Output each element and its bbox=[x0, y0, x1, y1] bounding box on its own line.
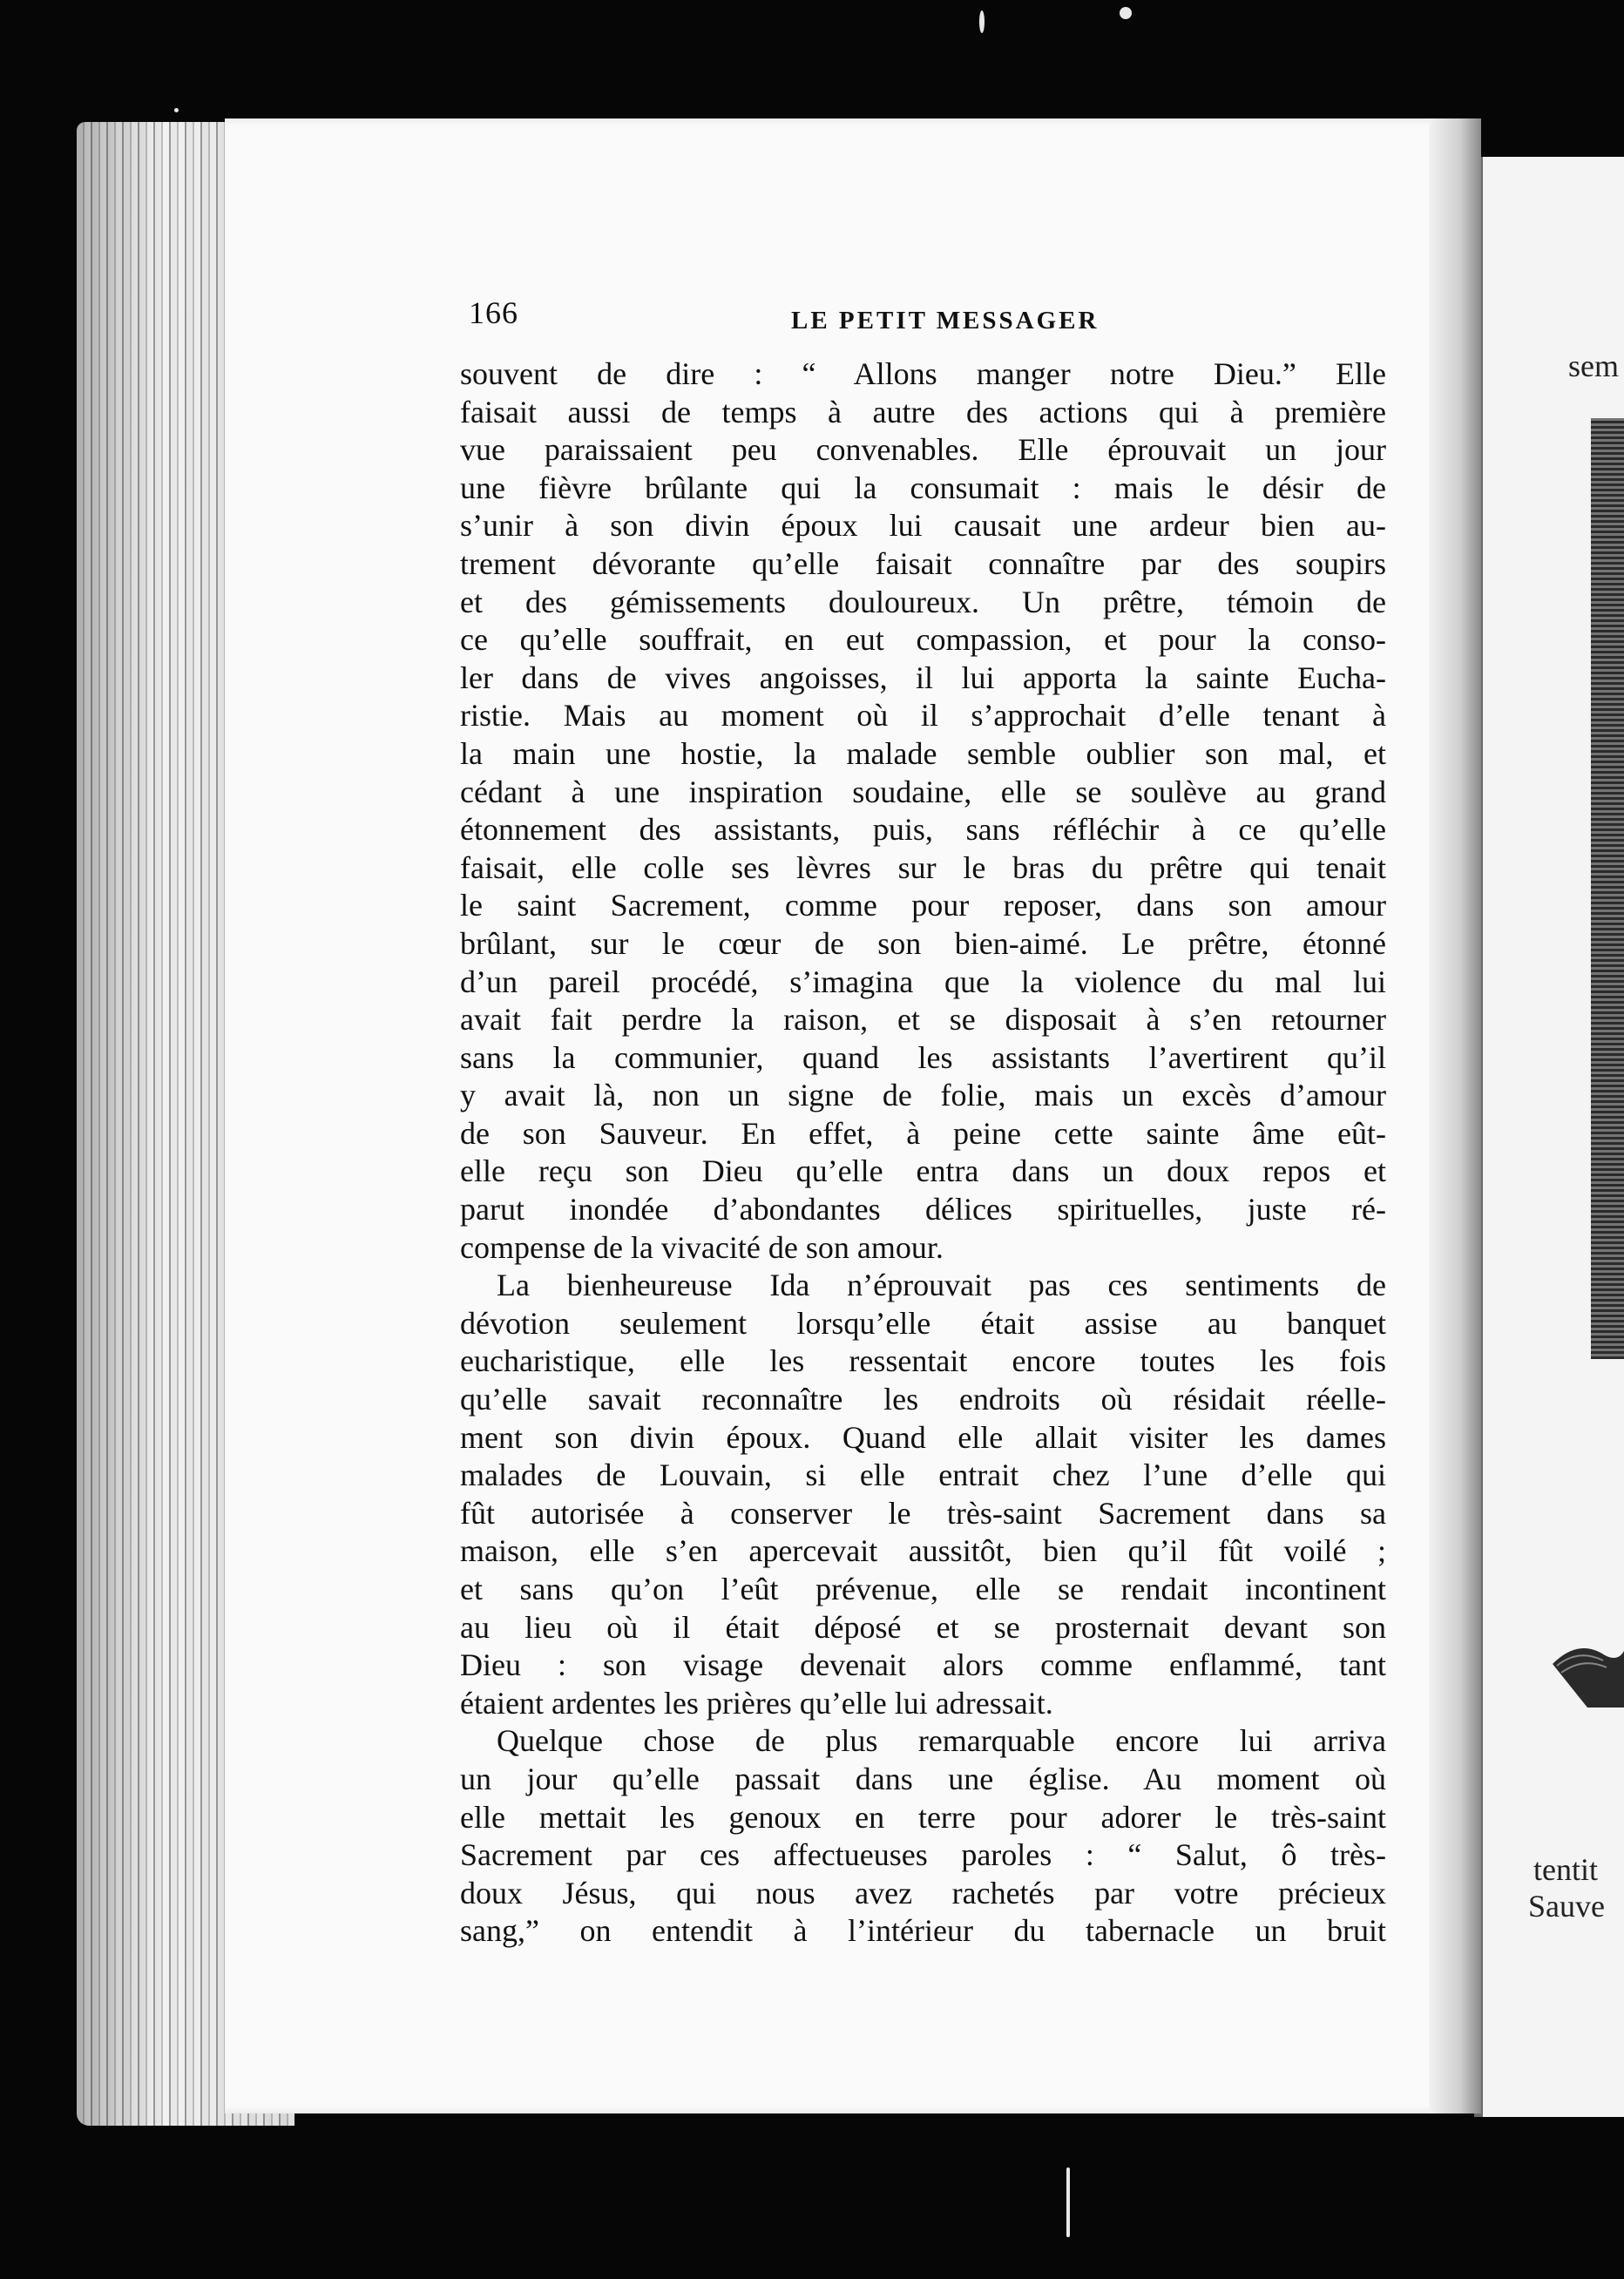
facing-page-engraving bbox=[1591, 418, 1624, 1359]
text-line: vue paraissaient peu convenables. Elle éprouvait un jour bbox=[460, 432, 1386, 468]
dust-speck bbox=[174, 108, 179, 112]
text-line: et sans qu’on l’eût prévenue, elle se rendait incontinent bbox=[460, 1572, 1386, 1606]
text-line: étaient ardentes les prières qu’elle lui adressait. bbox=[460, 1685, 1053, 1721]
text-line: compense de la vivacité de son amour. bbox=[460, 1229, 944, 1265]
text-line: malades de Louvain, si elle entrait chez l’une d’elle qui bbox=[460, 1457, 1386, 1493]
text-line: parut inondée d’abondantes délices spirituelles, juste ré- bbox=[460, 1192, 1386, 1227]
text-line: Quelque chose de plus remarquable encore lui arriva bbox=[497, 1723, 1386, 1759]
running-head: LE PETIT MESSAGER bbox=[791, 307, 1100, 335]
text-line: eucharistique, elle les ressentait encore toutes les fois bbox=[460, 1343, 1386, 1379]
text-line: faisait aussi de temps à autre des actions qui à première bbox=[460, 394, 1386, 429]
text-line: elle reçu son Dieu qu’elle entra dans un doux repos et bbox=[460, 1153, 1386, 1189]
text-line: faisait, elle colle ses lèvres sur le bras du prêtre qui tenait bbox=[460, 849, 1386, 885]
text-line: de son Sauveur. En effet, à peine cette sainte âme eût- bbox=[460, 1115, 1386, 1151]
text-line: ler dans de vives angoisses, il lui apporta la sainte Eucha- bbox=[460, 659, 1386, 695]
facing-page-bottom-text-1: tentit bbox=[1533, 1852, 1598, 1887]
text-line: y avait là, non un signe de folie, mais un excès d’amour bbox=[460, 1078, 1386, 1113]
dust-speck bbox=[979, 10, 985, 33]
facing-page-bottom-text-2: Sauve bbox=[1528, 1889, 1605, 1924]
text-line: fût autorisée à conserver le très-saint Sacrement dans sa bbox=[460, 1495, 1386, 1531]
text-line: ristie. Mais au moment où il s’approchait d’elle tenant à bbox=[460, 698, 1386, 734]
text-line: trement dévorante qu’elle faisait connaître par des soupirs bbox=[460, 545, 1386, 581]
text-line: ment son divin époux. Quand elle allait visiter les dames bbox=[460, 1419, 1386, 1455]
body-text bbox=[460, 355, 1386, 1951]
text-line: avait fait perdre la raison, et se disposait à s’en retourner bbox=[460, 1002, 1386, 1038]
text-line: sans la communier, quand les assistants l’avertirent qu’il bbox=[460, 1039, 1386, 1075]
dust-speck bbox=[1120, 7, 1132, 19]
facing-page-engraving-detail bbox=[1553, 1603, 1624, 1708]
text-line: la main une hostie, la malade semble oublier son mal, et bbox=[460, 735, 1386, 771]
text-line: sang,” on entendit à l’intérieur du tabernacle un bruit bbox=[460, 1913, 1386, 1949]
text-line: qu’elle savait reconnaître les endroits où résidait réelle- bbox=[460, 1382, 1386, 1417]
text-line: s’unir à son divin époux lui causait une ardeur bien au- bbox=[460, 508, 1386, 544]
text-line: d’un pareil procédé, s’imagina que la violence du mal lui bbox=[460, 964, 1386, 999]
text-line: le saint Sacrement, comme pour reposer, dans son amour bbox=[460, 888, 1386, 923]
text-line: cédant à une inspiration soudaine, elle se soulève au grand bbox=[460, 774, 1386, 809]
text-line: brûlant, sur le cœur de son bien-aimé. Le prêtre, étonné bbox=[460, 925, 1386, 961]
text-line: au lieu où il était déposé et se prosternait devant son bbox=[460, 1609, 1386, 1645]
page-gutter bbox=[1429, 118, 1481, 2113]
text-line: ce qu’elle souffrait, en eut compassion, et pour la conso- bbox=[460, 622, 1386, 658]
text-line: et des gémissements douloureux. Un prêtre, témoin de bbox=[460, 584, 1386, 619]
text-line: dévotion seulement lorsqu’elle était assise au banquet bbox=[460, 1305, 1386, 1341]
page-number: 166 bbox=[469, 295, 518, 330]
text-line: souvent de dire : “ Allons manger notre Dieu.” Elle bbox=[460, 356, 1386, 391]
dust-speck bbox=[1066, 2167, 1070, 2237]
text-line: une fièvre brûlante qui la consumait : mais le désir de bbox=[460, 470, 1386, 505]
text-line: Sacrement par ces affectueuses paroles : “ Salut, ô très- bbox=[460, 1837, 1386, 1873]
text-line: étonnement des assistants, puis, sans réfléchir à ce qu’elle bbox=[460, 812, 1386, 848]
text-line: La bienheureuse Ida n’éprouvait pas ces sentiments de bbox=[497, 1268, 1386, 1303]
text-line: doux Jésus, qui nous avez rachetés par votre précieux bbox=[460, 1875, 1386, 1910]
facing-page-top-text: sem bbox=[1568, 348, 1619, 383]
text-line: elle mettait les genoux en terre pour adorer le très-saint bbox=[460, 1799, 1386, 1835]
text-line: un jour qu’elle passait dans une église. Au moment où bbox=[460, 1761, 1386, 1796]
text-line: maison, elle s’en apercevait aussitôt, bien qu’il fût voilé ; bbox=[460, 1533, 1386, 1569]
text-line: Dieu : son visage devenait alors comme enflammé, tant bbox=[460, 1647, 1386, 1683]
